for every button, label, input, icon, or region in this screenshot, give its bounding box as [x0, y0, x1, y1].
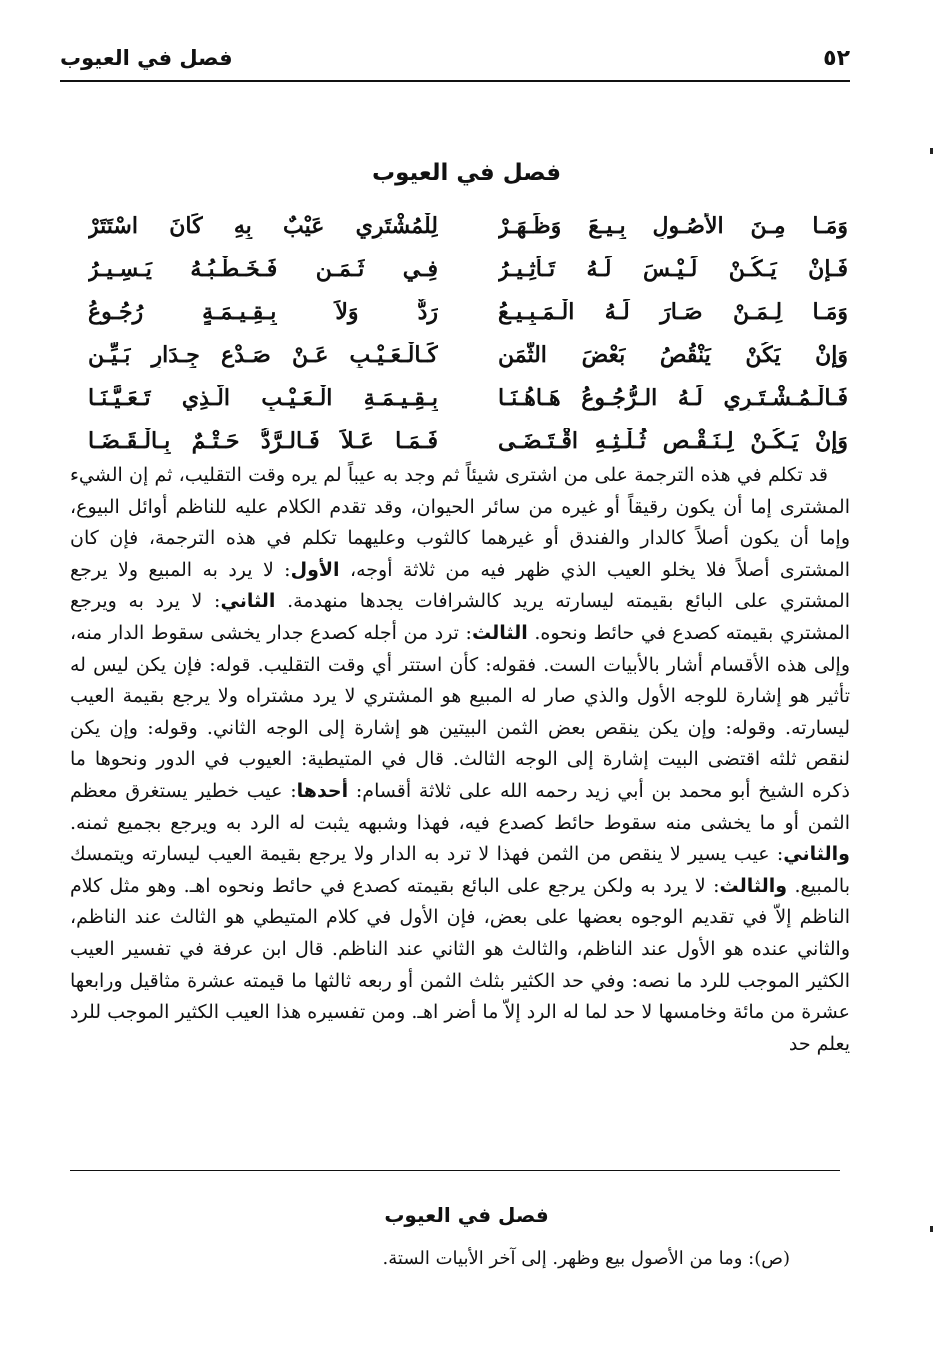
commentary-text: قد تكلم في هذه الترجمة على من اشترى شيئاً ثم وجد به عيباً لم يره وقت التقليب، ثم إن الشيء المشترى إما أن يكون رقيقاً أو غيره من سائر الحيوان، وقد تقدم الكلام عليه للناظم أوائل البيوع، وإما أن يكون أصلاً كالدار والفندق أو غيرهما كالثوب وعليهما تكلم في هذه الترجمة، فإن كان المشترى أصلاً فلا يخلو العيب الذي ظهر فيه من ثلاثة أوجه، — [70, 464, 850, 581]
commentary-text: : عيب يسير لا ينقص من الثمن فهذا لا ترد به الدار ولا يرجع بقيمة العيب ليسارته ويتمسك بالمبيع. — [70, 843, 850, 897]
footnote-divider — [70, 1170, 840, 1171]
verse — [88, 333, 848, 376]
footnote-title: فصل في العيوب — [384, 1203, 549, 1227]
commentary-text: : لا يرد به ولكن يرجع على البائع بقيمته كصدع في حائط ونحوه اهـ. وهو مثل كلام الناظم إلاّ في تقديم الوجوه بعضها على بعض، فإن الأول في كلام المتيطي هو الثالث عند الناظم، والثاني عنده هو الأول عند الناظم، والثالث هو الثاني عند الناظم. قال ابن عرفة في تفسير العيب الكثير الموجب للرد ما نصه: وفي حد الكثير بثلث الثمن أو ربعه ثالثها ما قيمته عشرة مثاقيل ورابعها عشرة من مائة وخامسها لا حد لما له الرد إلاّ ما أضر اهـ. ومن تفسيره هذا العيب الكثير الموجب للرد يعلم حد — [70, 874, 850, 1055]
verse-second-hemistich: كَـالْـعَـيْـبِ عَـنْ صَـدْعِ جِـدَارٍ بَـيِّـنِ — [88, 341, 438, 368]
verse-first-hemistich: وَإِنْ يَـكُـنْ لِـنَـقْـصِ ثُـلْـثِـهِ اقْـتَـضَـى — [498, 427, 848, 454]
verse-second-hemistich: رَدٌّ وَلاَ بِـقِـيـمَـةٍ رُجُـوعُ — [88, 298, 438, 325]
page-number: ٥٢ — [823, 46, 850, 71]
verse — [88, 247, 848, 290]
verse-first-hemistich: فَـالْـمُـشْـتَـرِي لَـهُ الـرُّجُـوعُ هَـاهُـنَـا — [498, 384, 848, 411]
verse-second-hemistich: بِـقِـيـمَـةِ الْـعَـيْـبِ الَّـذِي تَـعَـيَّـنَـا — [88, 384, 438, 411]
section-title: فصل في العيوب — [371, 160, 562, 186]
verse — [88, 376, 848, 419]
verse-first-hemistich: فَـإِنْ يَـكُـنْ لَـيْـسَ لَـهُ تَـأْثِـيـرُ — [498, 255, 848, 282]
commentary-text: : عيب خطير يستغرق معظم الثمن أو ما يخشى منه سقوط حائط كصدع فيه، فهذا وشبهه يثبت له الرد به ويرجع بجميع ثمنه. — [70, 779, 850, 834]
verse — [88, 204, 848, 247]
commentary-text: : لا يرد به المبيع ولا يرجع المشتري على البائع بقيمته ليسارته يريد كالشرافات يجدها منهدمة. — [70, 558, 850, 613]
commentary-paragraph — [70, 460, 850, 1060]
label-waththalith: والثالث — [719, 874, 788, 897]
commentary-text: : ترد من أجله كصدع جدار يخشى سقوط الدار منه، وإلى هذه الأقسام أشار بالأبيات الست. فقوله: كأن استتر أي وقت التقليب. قوله: فإن يكن ليس له تأثير هو إشارة للوجه الأول والذي صار له المبيع هو المشتري لا يرد مشتراه ولا يرجع بقيمة العيب ليسارته. وقوله: وإن يكن ينقص بعض الثمن البيتين هو إشارة إلى الوجه الثاني. وقوله: وإن يكن لنقص ثلثه اقتضى البيت إشارة إلى الوجه الثالث. قال في المتيطية: العيوب في الدور ونحوها ما ذكره الشيخ أبو محمد بن أبي زيد رحمه الله على ثلاثة أقسام: — [70, 621, 851, 802]
label-ahaduha: أحدها — [296, 779, 349, 802]
footnote-text: (ص): وما من الأصول بيع وظهر. إلى آخر الأبيات الستة. — [382, 1248, 790, 1269]
label-second: الثاني — [220, 590, 276, 613]
verse-first-hemistich: وَمَـا مِـنَ الأُصُـولِ بِـيـعَ وَظَـهَـرْ — [498, 212, 848, 239]
running-title: فصل في العيوب — [60, 46, 233, 70]
verse-second-hemistich: فِـي ثَـمَـنٍ فَـخَـطْـبُـهُ يَـسِـيـرُ — [88, 255, 438, 282]
label-first: الأول — [290, 558, 340, 581]
poem — [88, 204, 848, 462]
label-third: الثالث — [471, 621, 528, 644]
verse — [88, 290, 848, 333]
verse — [88, 419, 848, 462]
verse-first-hemistich: وَإِنْ يَكُنْ يَنْقُصُ بَعْضَ الثَّمَنِ — [498, 341, 848, 368]
commentary — [70, 460, 850, 1060]
verse-second-hemistich: فَـمَـا عَـلاَ فَـالـرَّدُّ حَـتْـمٌ بِـالْـقَـضَـا — [88, 427, 438, 454]
commentary-text: : لا يرد به ويرجع المشتري بقيمته كصدع في حائط ونحوه. — [70, 590, 850, 644]
page-header — [60, 42, 850, 82]
verse-second-hemistich: لِلْمُشْتَرِي عَيْبٌ بِهِ كَانَ اسْتَتَرْ — [88, 212, 438, 239]
label-wathani: والثاني — [783, 843, 850, 866]
verse-first-hemistich: وَمَـا لِـمَـنْ صَـارَ لَـهُ الْـمَـبِـيـعُ — [498, 298, 848, 325]
